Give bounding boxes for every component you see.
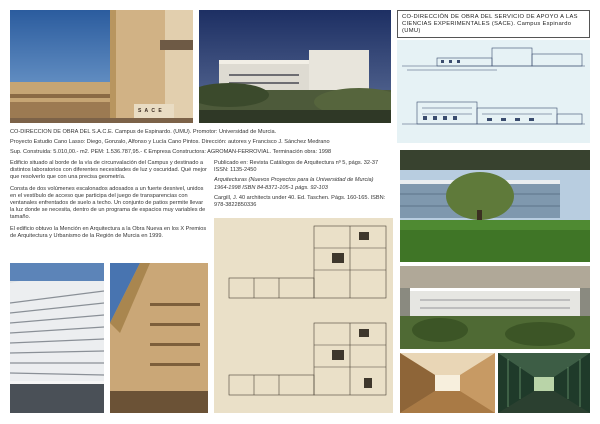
publication-3: Cargill, J. 40 architects under 40. Ed. Taschen. Págs. 160-165. ISBN: 978-3822850336 bbox=[214, 194, 386, 209]
photo-louvre-drawing bbox=[10, 263, 104, 413]
photo-glass-corridor bbox=[498, 353, 590, 413]
photo-stone-drawing bbox=[110, 263, 208, 413]
photo-dusk-drawing bbox=[199, 10, 391, 123]
photo-stone-corner bbox=[110, 263, 208, 413]
elevation-drawing-svg bbox=[397, 40, 590, 143]
publications-column bbox=[214, 160, 389, 209]
description-column bbox=[10, 160, 208, 240]
photo-louvre-facade bbox=[10, 263, 104, 413]
floor-plans-svg bbox=[214, 218, 393, 413]
photo-corridor-drawing bbox=[400, 353, 495, 413]
header-title-box bbox=[397, 10, 590, 38]
photo-interior-corridor bbox=[400, 353, 495, 413]
floor-plans bbox=[214, 218, 393, 413]
project-figures-line: Sup. Construida: 5.010,00.- m2. PEM: 1.536.787,95.- € Empresa Constructora: AGROMAN-FERROVIAL. Terminación obra: 1998 bbox=[10, 149, 332, 156]
project-info-lines bbox=[10, 129, 385, 157]
photo-aerial-drawing bbox=[400, 266, 590, 349]
photo-glass-drawing bbox=[498, 353, 590, 413]
photo-tree-drawing bbox=[400, 150, 590, 262]
publication-2: Arquitecturas (Nuevos Proyectos para la Universidad de Murcia) 1964-1998 ISBN 84-8371-105-1 págs. 92-103 bbox=[214, 177, 374, 191]
photo-tree-facade bbox=[400, 150, 590, 262]
photo-entrance-drawing bbox=[10, 10, 193, 123]
photo-building-dusk bbox=[199, 10, 391, 123]
project-credits-line: CO-DIRECCIÓN DE OBRA DEL S.A.C.E. Campus de Espinardo. (UMU). Promotor: Universidad de Murcia. bbox=[10, 129, 277, 135]
elevation-drawing bbox=[397, 40, 590, 143]
project-team-line: Proyecto Estudio Cano Lasso: Diego, Gonzalo, Alfonso y Lucía Cano Pintos. Dirección: autores y Francisco J. Sánchez Medrano bbox=[10, 139, 330, 146]
sace-sign-text: S A C E bbox=[138, 108, 163, 114]
header-title: CO-DIRECCIÓN DE OBRA DEL SERVICIO DE APOYO A LAS CIENCIAS EXPERIMENTALES (SACE). Campus Espinardo (UMU) bbox=[402, 14, 578, 34]
description-paragraph-1: Edificio situado al borde de la vía de circunvalación del Campus y destinado a distintos laboratorios con diferentes necesidades de luz y oscuridad. Qué mejor que resolverlo que con una precisa geometría. bbox=[10, 160, 207, 181]
photo-aerial-view bbox=[400, 266, 590, 349]
description-paragraph-3: El edificio obtuvo la Mención en Arquitectura a la Obra Nueva en los X Premios de Arquitectura y Urbanismo de la Región de Murcia en 1999. bbox=[10, 225, 207, 239]
description-paragraph-2: Consta de dos volúmenes escalonados adosados a un fuerte desnivel, unidos en el vestíbulo de acceso que participa del juego de transparencias con ventanales enfrentados de suelo a techo. Un conjunto de patios permite llevar la luz donde se necesita, dentro de un programa de espacios muy variables de tamaño. bbox=[10, 185, 206, 221]
photo-building-entrance bbox=[10, 10, 193, 123]
publication-1: Publicado en: Revista Catálogos de Arquitectura nº 5, págs. 32-37 ISSN: 1135-2450 bbox=[214, 160, 379, 174]
